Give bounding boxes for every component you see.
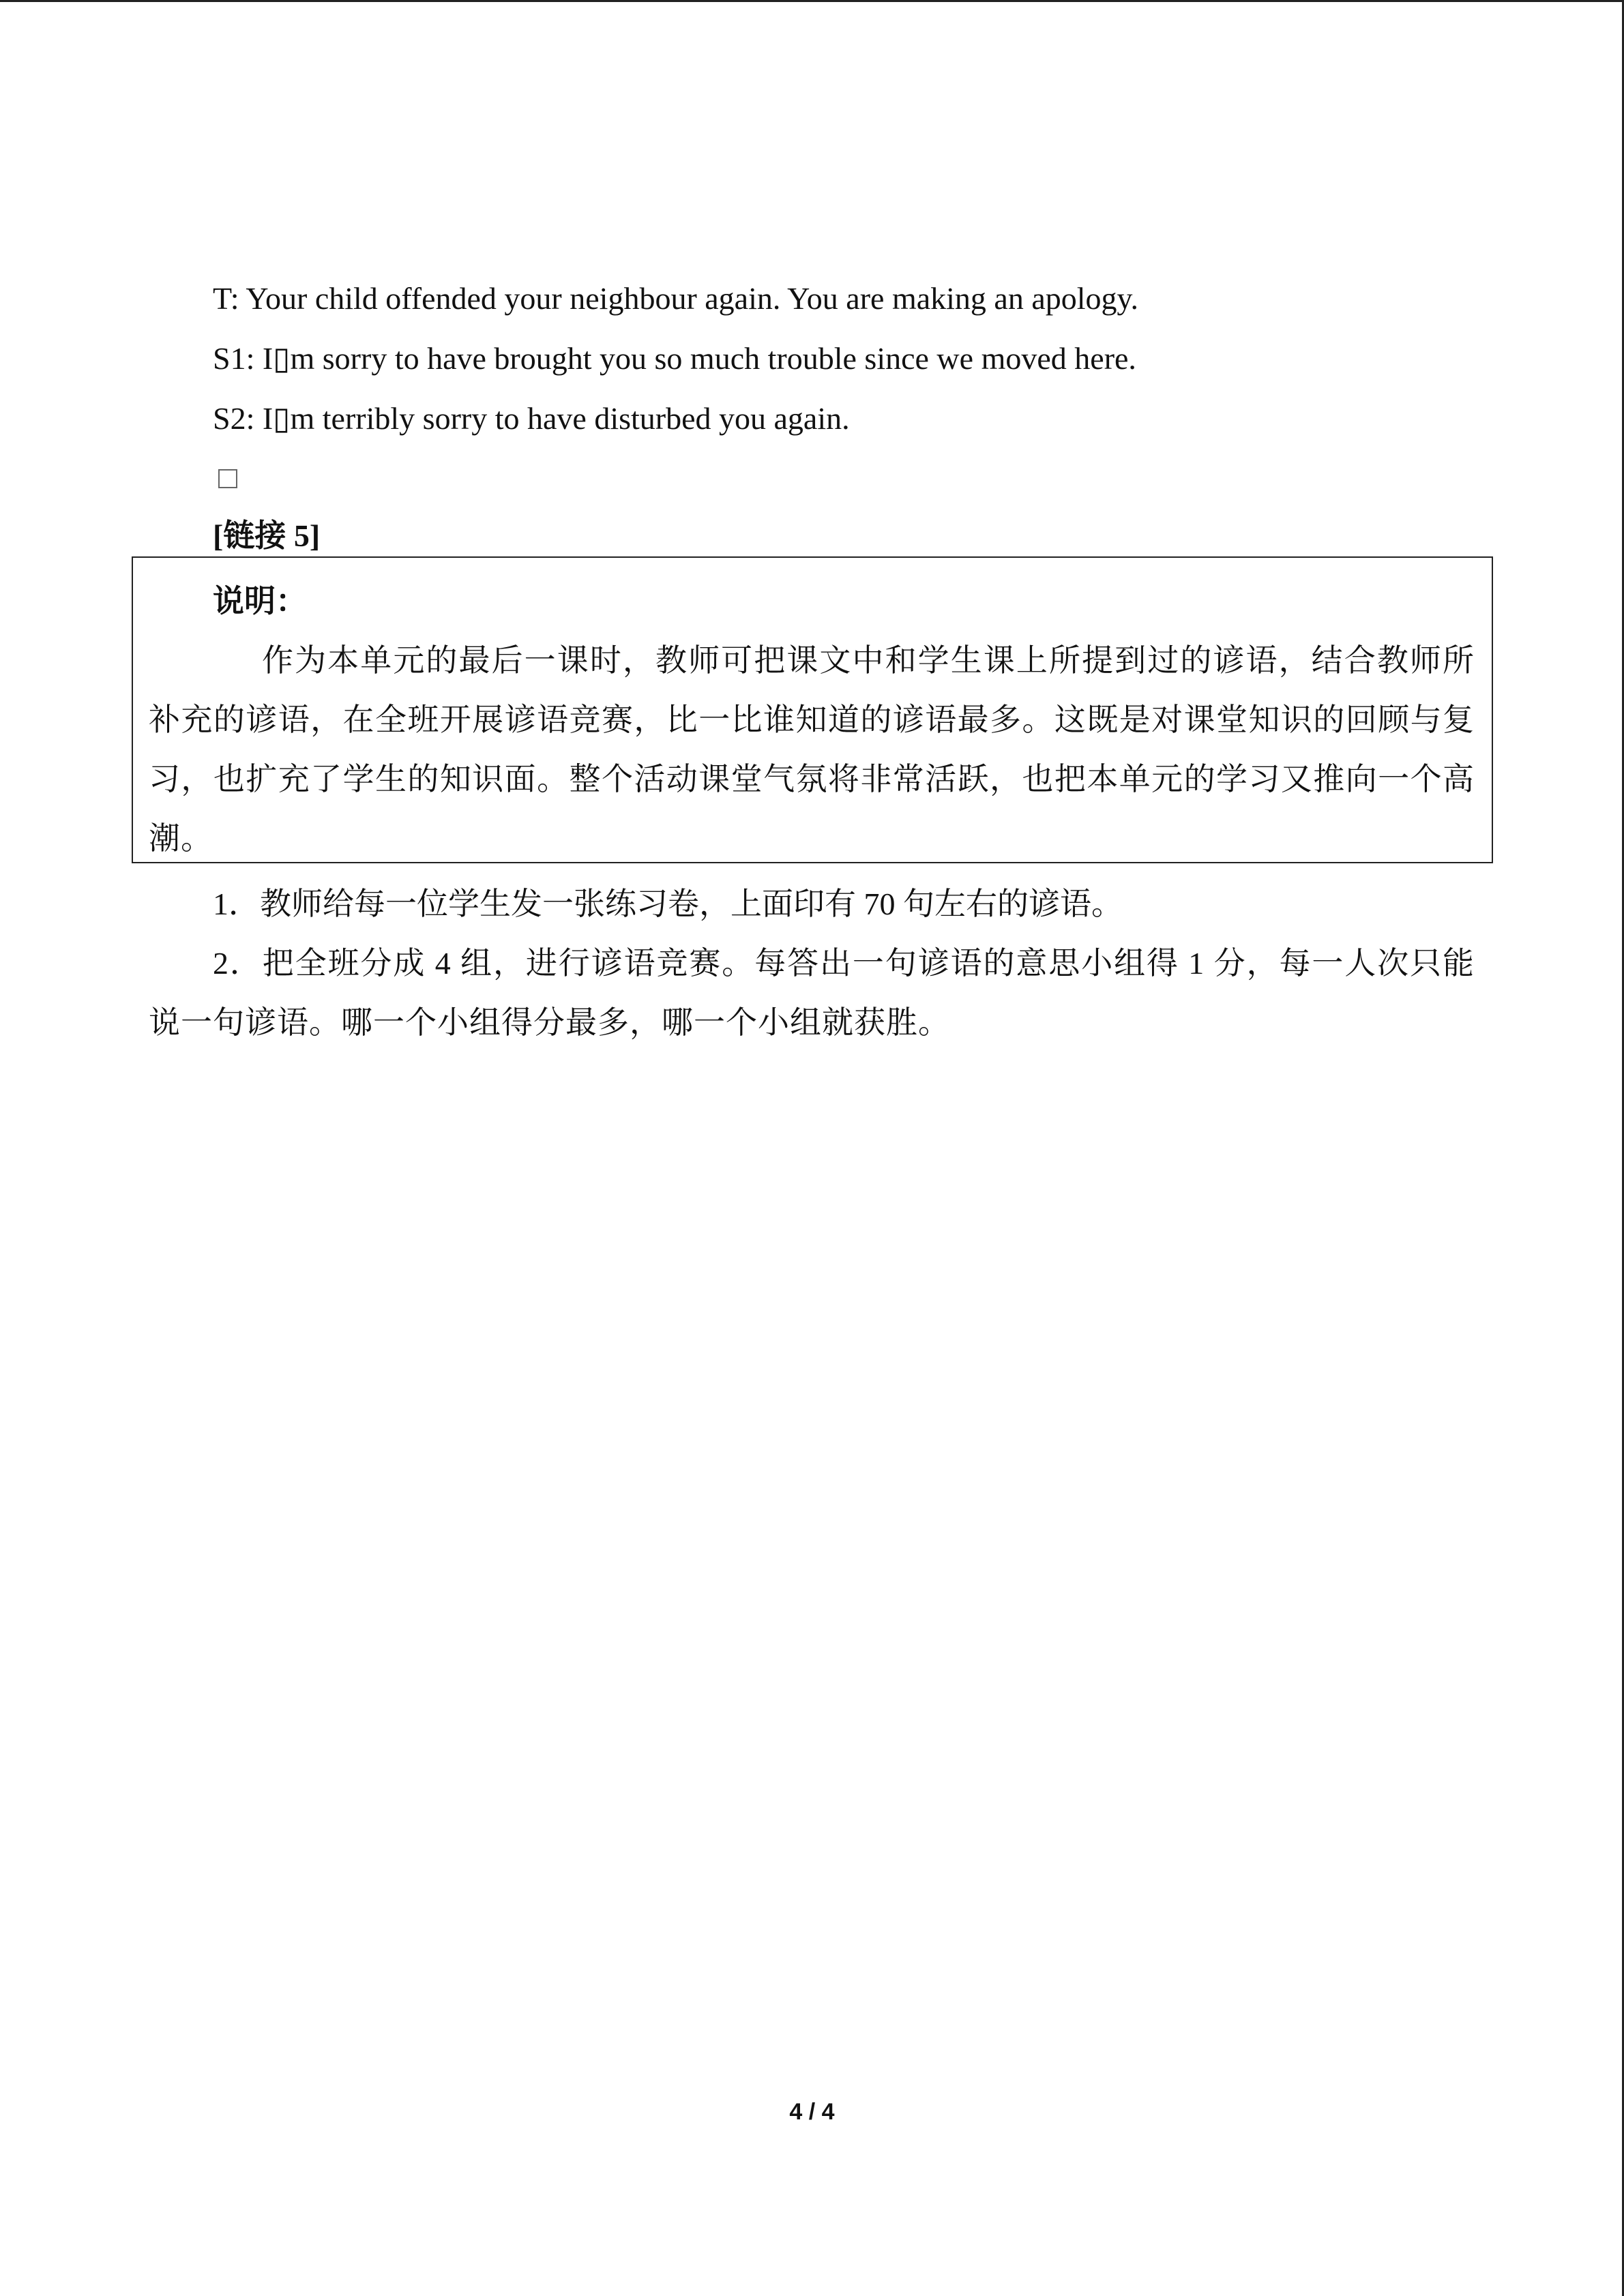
step-1: 1．教师给每一位学生发一张练习卷，上面印有 70 句左右的谚语。 [213,886,1123,921]
note-title: 说明： [213,584,307,618]
link-heading: [链接 5] [213,518,321,553]
note-body: 作为本单元的最后一课时，教师可把课文中和学生课上所提到过的谚语，结合教师所补充的谚语，在全班开展谚语竞赛，比一比谁知道的谚语最多。这既是对课堂知识的回顾与复习，也扩充了学生的知识面。整个活动课堂气氛将非常活跃，也把本单元的学习又推向一个高潮。 [149,643,1475,856]
top-border [0,0,1624,2]
page-number: 4 / 4 [789,2099,835,2125]
step-2: 2．把全班分成 4 组，进行谚语竞赛。每答出一句谚语的意思小组得 1 分，每一人次只能说一句谚语。哪一个小组得分最多，哪一个小组就获胜。 [149,946,1475,1040]
dialogue-student2-line: S2: I▯m terribly sorry to have disturbed you again. [213,401,850,436]
dialogue-student1-line: S1: I▯m sorry to have brought you so much trouble since we moved here. [213,341,1136,376]
checkbox-icon [218,469,237,488]
dialogue-teacher-line: T: Your child offended your neighbour again. You are making an apology. [213,281,1139,316]
